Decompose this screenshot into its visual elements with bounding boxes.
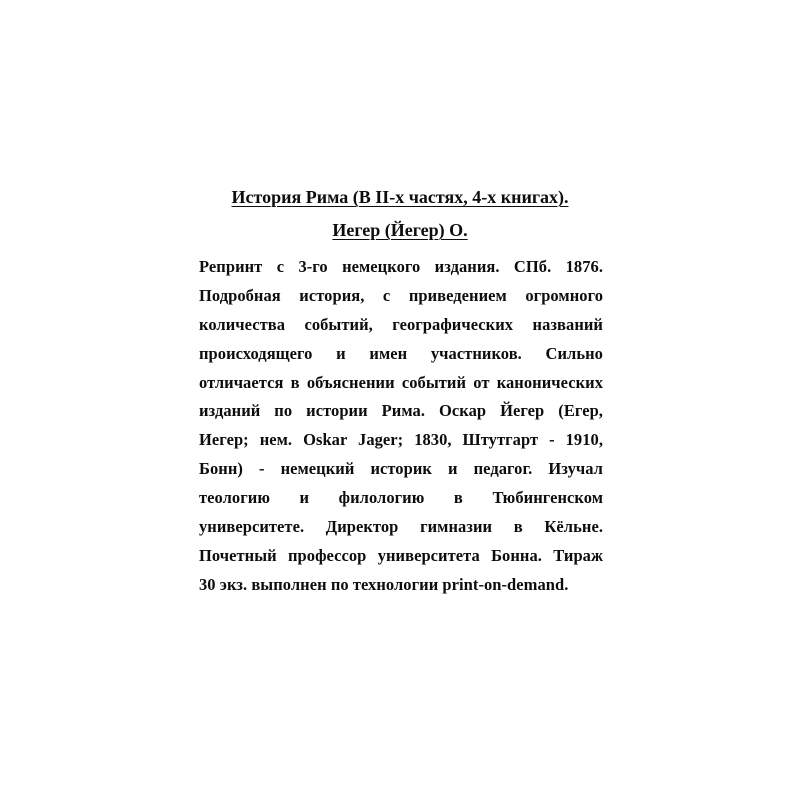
description-line: Бонн) - немецкий историк и педагог. Изучал [199,459,603,479]
description-line: отличается в объяснении событий от канонических [199,372,603,392]
book-author: Иегер (Йегер) О. [332,220,468,240]
description-line: Репринт с 3-го немецкого издания. СПб. 1876. [199,257,603,276]
description-line: Иегер; нем. Oskar Jager; 1830, Штутгарт - 1910, [199,430,603,450]
description-line: происходящего и имен участников. Сильно [199,343,603,363]
description-line: изданий по истории Рима. Оскар Йегер (Егер, [199,401,603,421]
description-line: университете. Директор гимназии в Кёльне. [199,517,603,537]
description-line: теологию и филологию в Тюбингенском [199,488,603,508]
description-line: Подробная история, с приведением огромного [199,285,603,305]
description-line: 30 экз. выполнен по технологии print-on-demand. [199,574,569,594]
description-line: Почетный профессор университета Бонна. Тираж [199,545,603,565]
description-line: количества событий, географических названий [199,314,603,334]
book-description [199,253,603,600]
book-title: История Рима (В II-х частях, 4-х книгах). [231,187,569,207]
